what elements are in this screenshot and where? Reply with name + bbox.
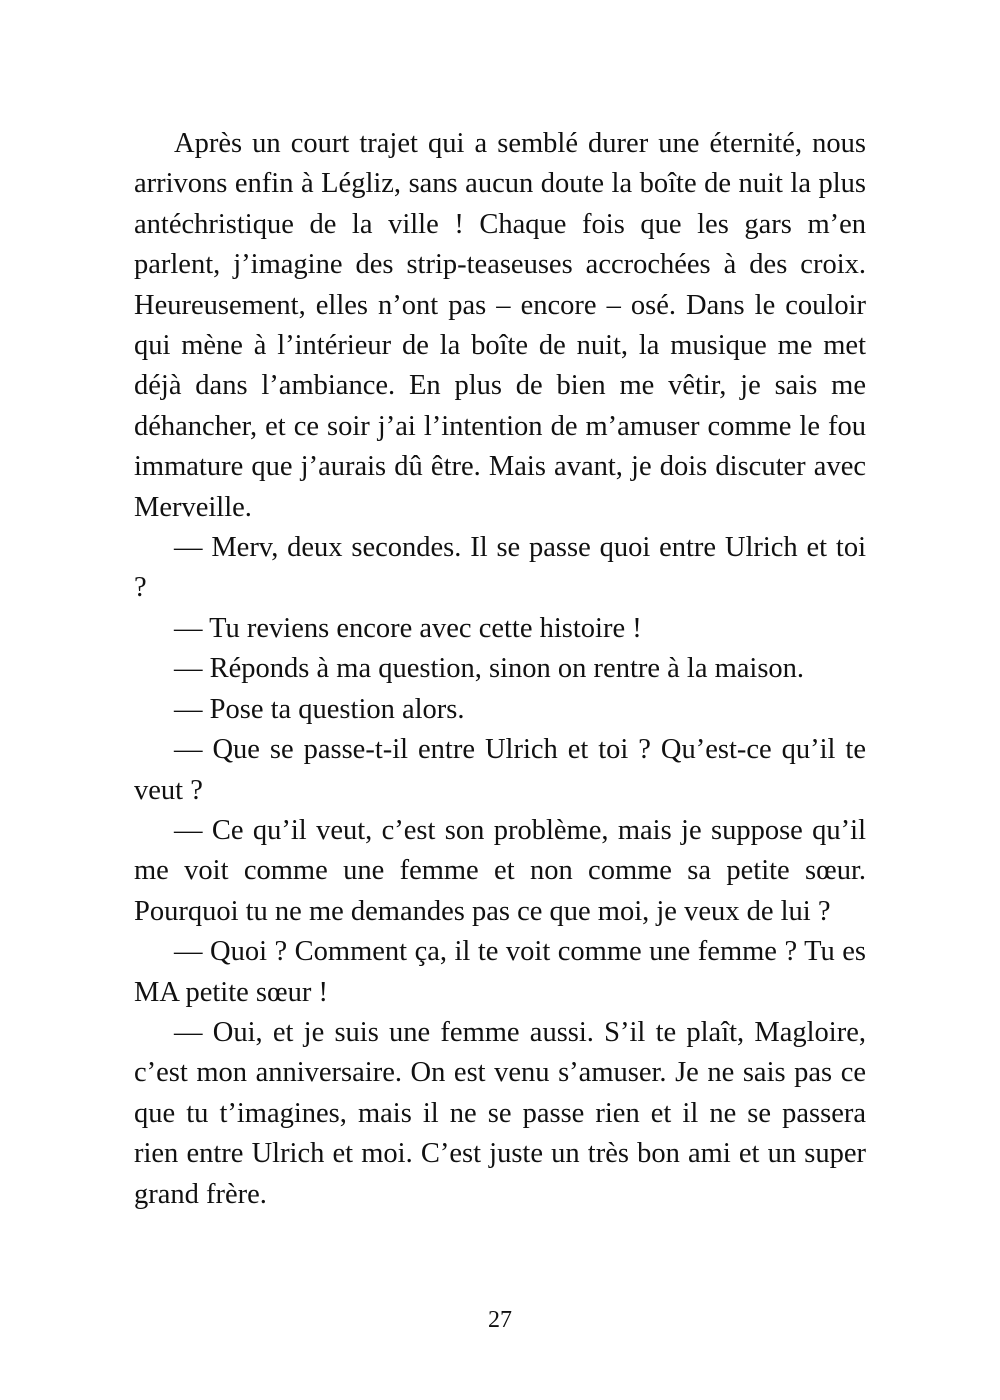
paragraph-dialogue: — Oui, et je suis une femme aussi. S’il te plaît, Magloire, c’est mon anniversaire. On est venu s’amuser. Je ne sais pas ce que tu t’imagines, mais il ne se passe rien et il ne se passera rien entre Ulrich et moi. C’est juste un très bon ami et un super grand frère. bbox=[134, 1016, 866, 1210]
page-number: 27 bbox=[488, 1307, 512, 1333]
paragraph-dialogue: — Ce qu’il veut, c’est son problème, mais je suppose qu’il me voit comme une femme et non comme sa petite sœur. Pourquoi tu ne me demandes pas ce que moi, je veux de lui ? bbox=[134, 814, 866, 927]
paragraph-dialogue: — Tu reviens encore avec cette histoire ! bbox=[174, 612, 642, 644]
paragraph-dialogue: — Quoi ? Comment ça, il te voit comme une femme ? Tu es MA petite sœur ! bbox=[134, 936, 866, 1008]
paragraph-dialogue: — Merv, deux secondes. Il se passe quoi entre Ulrich et toi ? bbox=[134, 532, 866, 604]
body-text bbox=[134, 124, 866, 1215]
paragraph-dialogue: — Pose ta question alors. bbox=[174, 693, 465, 725]
paragraph-narration: Après un court trajet qui a semblé durer une éternité, nous arrivons enfin à Légliz, sans aucun doute la boîte de nuit la plus antéchristique de la ville ! Chaque fois que les gars m’en parlent, j’imagine des strip-teaseuses accrochées à des croix. Heureusement, elles n’ont pas – encore – osé. Dans le couloir qui mène à l’intérieur de la boîte de nuit, la musique me met déjà dans l’ambiance. En plus de bien me vêtir, je sais me déhancher, et ce soir j’ai l’intention de m’amuser comme le fou immature que j’aurais dû être. Mais avant, je dois discuter avec Merveille. bbox=[134, 128, 866, 523]
paragraph-dialogue: — Que se passe-t-il entre Ulrich et toi ? Qu’est-ce qu’il te veut ? bbox=[134, 734, 866, 806]
paragraph-dialogue: — Réponds à ma question, sinon on rentre à la maison. bbox=[174, 653, 805, 685]
